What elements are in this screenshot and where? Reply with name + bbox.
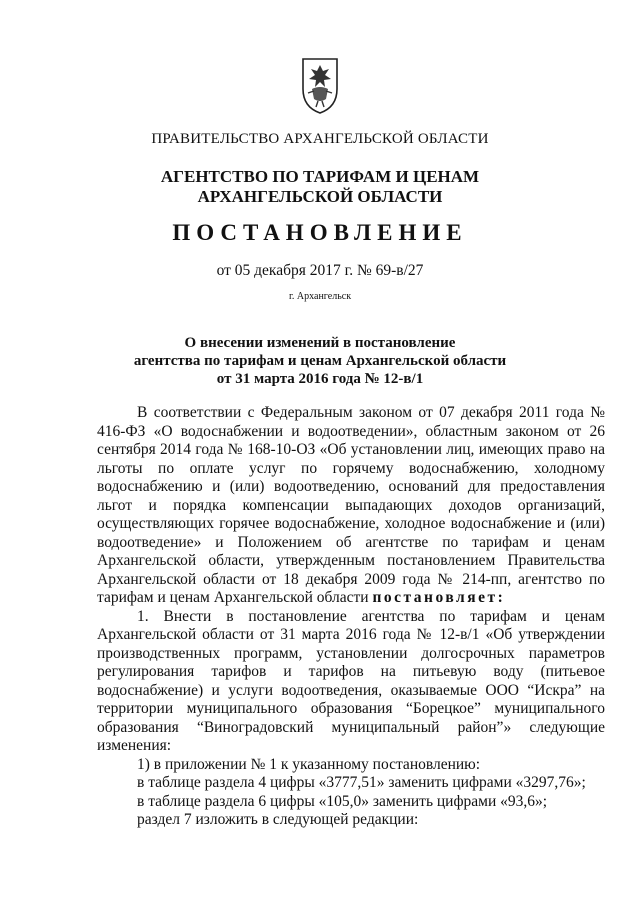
government-name: ПРАВИТЕЛЬСТВО АРХАНГЕЛЬСКОЙ ОБЛАСТИ: [151, 131, 489, 147]
agency-name: [0, 167, 640, 207]
document-body: [97, 404, 605, 830]
subject-line-1: О внесении изменений в постановление: [184, 335, 456, 351]
document-type-title: ПОСТАНОВЛЕНИЕ: [172, 220, 468, 245]
preamble-text: В соответствии с Федеральным законом от 07 декабря 2011 года № 416-ФЗ «О водоснабжении и водоотведении», областным законом от 26 сентября 2014 года № 168-10-ОЗ «Об установлении лиц, имеющих право на льготы по оплате услуг по горячему водоснабжению, холодному водоснабжению и (или) водоотведению, оснований для предоставления льгот и порядка компенсации выпадающих доходов организаций, осуществляющих горячее водоснабжение, холодное водоснабжение и (или) водоотведение» и Положением об агентстве по тарифам и ценам Архангельской области, утвержденным постановлением Правительства Архангельской области от 18 декабря 2009 года № 214-пп, агентство по тарифам и ценам Архангельской области: [97, 404, 605, 606]
document-city: г. Архангельск: [288, 291, 352, 302]
preamble-paragraph: [97, 404, 605, 608]
subject-line-3: от 31 марта 2016 года № 12-в/1: [216, 371, 424, 387]
document-subject: [0, 334, 640, 388]
subject-line-2: агентства по тарифам и ценам Архангельской области: [133, 353, 507, 369]
list-item: в таблице раздела 4 цифры «3777,51» заменить цифрами «3297,76»;: [137, 774, 586, 791]
document-date-number: от 05 декабря 2017 г. № 69-в/27: [216, 262, 424, 279]
decree-word: постановляет:: [372, 589, 506, 606]
agency-name-line-1: АГЕНТСТВО ПО ТАРИФАМ И ЦЕНАМ: [160, 167, 480, 186]
arkhangelsk-coat-of-arms-icon: [298, 55, 342, 115]
list-item: 1) в приложении № 1 к указанному постановлению:: [137, 755, 481, 773]
clause-1-paragraph: 1. Внести в постановление агентства по тарифам и ценам Архангельской области от 31 марта 2016 года № 12-в/1 «Об утверждении производственных программ, установлении долгосрочных параметров регулирования тарифов и тарифов на питьевую воду (питьевое водоснабжение) и услуги водоотведения, оказываемые ООО “Искра” на территории муниципального образования “Борецкое” муниципального образования “Виноградовский муниципальный район”» следующие изменения:: [97, 607, 605, 754]
list-item: раздел 7 изложить в следующей редакции:: [137, 811, 419, 828]
list-item: в таблице раздела 6 цифры «105,0» заменить цифрами «93,6»;: [137, 792, 548, 810]
agency-name-line-2: АРХАНГЕЛЬСКОЙ ОБЛАСТИ: [197, 187, 443, 206]
